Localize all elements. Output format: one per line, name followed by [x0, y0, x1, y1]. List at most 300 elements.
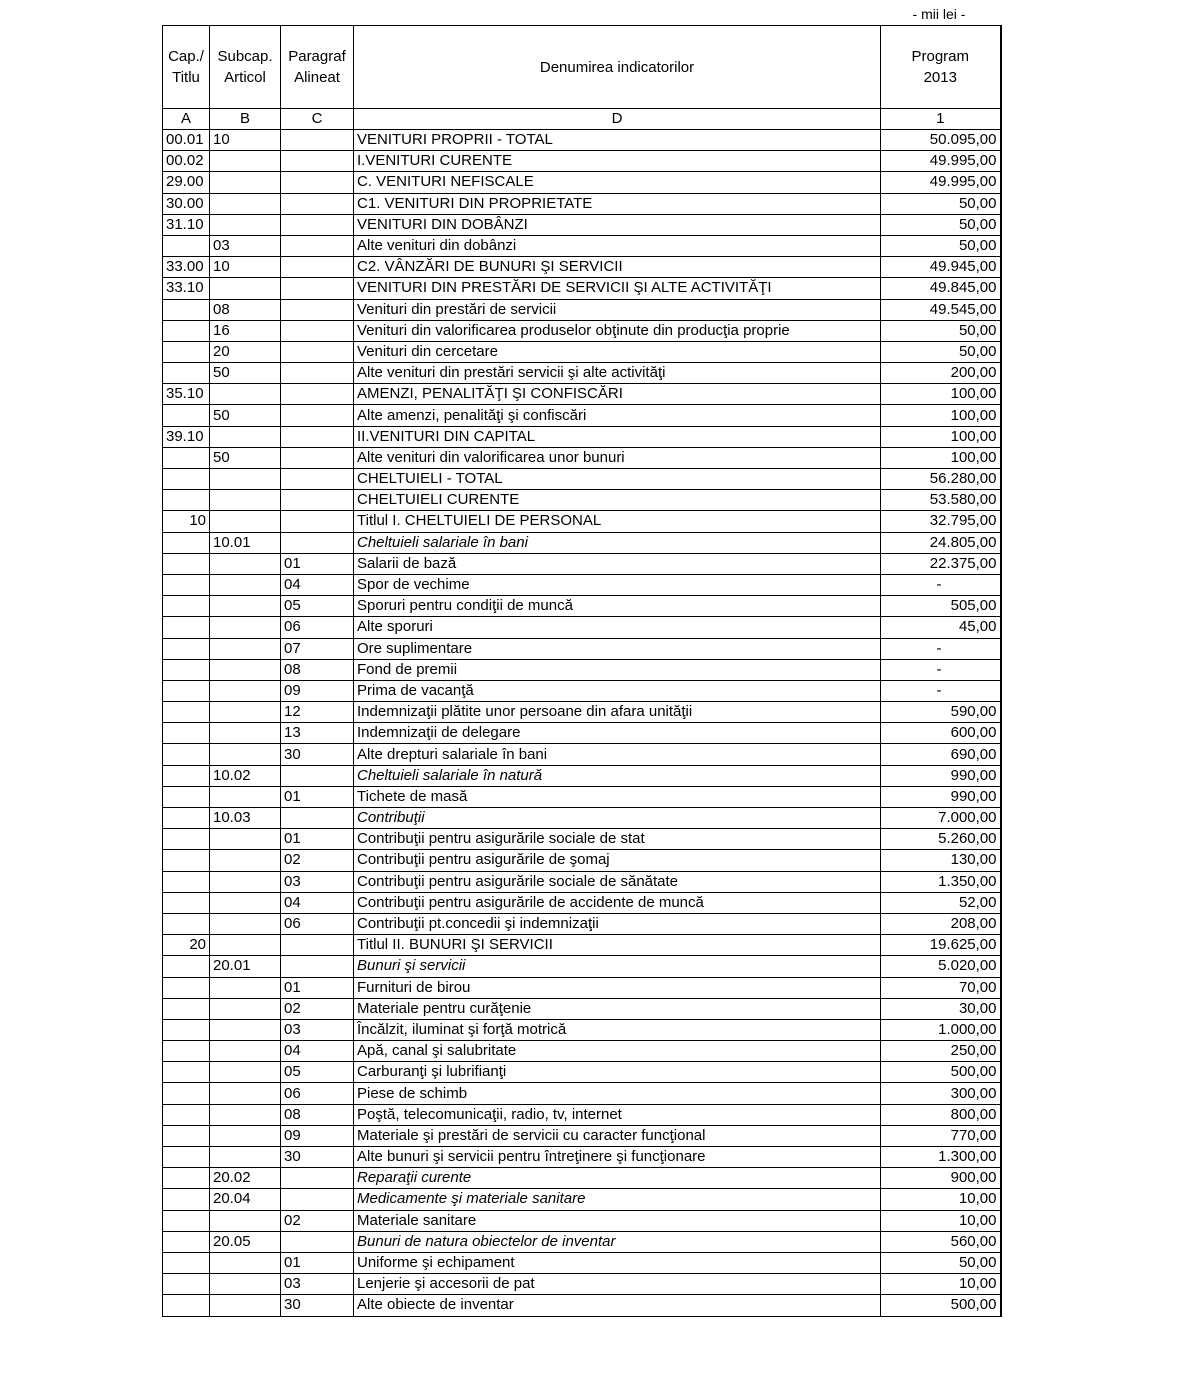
header-paragraf-alineat: Paragraf Alineat: [281, 26, 354, 109]
cell-program-value: 50,00: [881, 320, 1001, 341]
cell-subcap-articol: 10.02: [210, 765, 281, 786]
cell-subcap-articol: [210, 680, 281, 701]
cell-paragraf-alineat: 04: [281, 1041, 354, 1062]
cell-cap-titlu: [163, 235, 210, 256]
cell-cap-titlu: [163, 1041, 210, 1062]
cell-subcap-articol: [210, 214, 281, 235]
cell-cap-titlu: [163, 871, 210, 892]
cell-cap-titlu: [163, 447, 210, 468]
cell-paragraf-alineat: [281, 235, 354, 256]
cell-subcap-articol: 16: [210, 320, 281, 341]
cell-cap-titlu: [163, 469, 210, 490]
table-row: [163, 956, 1001, 977]
table-row: [163, 1231, 1001, 1252]
cell-paragraf-alineat: 08: [281, 1104, 354, 1125]
table-row: [163, 1104, 1001, 1125]
cell-program-value: 50,00: [881, 1252, 1001, 1273]
cell-paragraf-alineat: [281, 257, 354, 278]
cell-denumire: Titlul II. BUNURI ŞI SERVICII: [354, 935, 881, 956]
table-row: [163, 913, 1001, 934]
cell-paragraf-alineat: [281, 1231, 354, 1252]
cell-cap-titlu: 00.01: [163, 130, 210, 151]
cell-denumire: C. VENITURI NEFISCALE: [354, 172, 881, 193]
cell-subcap-articol: [210, 1125, 281, 1146]
cell-cap-titlu: [163, 765, 210, 786]
cell-paragraf-alineat: 06: [281, 913, 354, 934]
cell-subcap-articol: [210, 1295, 281, 1316]
cell-subcap-articol: [210, 892, 281, 913]
cell-cap-titlu: [163, 363, 210, 384]
cell-program-value: 770,00: [881, 1125, 1001, 1146]
cell-subcap-articol: [210, 723, 281, 744]
cell-denumire: Materiale şi prestări de servicii cu caracter funcţional: [354, 1125, 881, 1146]
table-row: [163, 659, 1001, 680]
cell-cap-titlu: [163, 574, 210, 595]
cell-cap-titlu: 29.00: [163, 172, 210, 193]
cell-subcap-articol: [210, 511, 281, 532]
cell-cap-titlu: [163, 405, 210, 426]
cell-cap-titlu: [163, 1147, 210, 1168]
table-row: [163, 786, 1001, 807]
cell-program-value: 5.020,00: [881, 956, 1001, 977]
cell-paragraf-alineat: 01: [281, 553, 354, 574]
cell-cap-titlu: [163, 341, 210, 362]
cell-cap-titlu: [163, 1295, 210, 1316]
table-row: [163, 469, 1001, 490]
cell-paragraf-alineat: 04: [281, 892, 354, 913]
table-row: [163, 680, 1001, 701]
cell-subcap-articol: [210, 659, 281, 680]
cell-program-value: 52,00: [881, 892, 1001, 913]
cell-denumire: Alte drepturi salariale în bani: [354, 744, 881, 765]
cell-subcap-articol: [210, 1147, 281, 1168]
table-row: [163, 363, 1001, 384]
cell-program-value: 49.995,00: [881, 172, 1001, 193]
table-row: [163, 193, 1001, 214]
cell-subcap-articol: [210, 617, 281, 638]
cell-paragraf-alineat: 01: [281, 786, 354, 807]
table-row: [163, 998, 1001, 1019]
table-row: [163, 1189, 1001, 1210]
cell-program-value: 1.300,00: [881, 1147, 1001, 1168]
cell-subcap-articol: [210, 1062, 281, 1083]
table-row: [163, 278, 1001, 299]
cell-program-value: 10,00: [881, 1189, 1001, 1210]
table-row: [163, 235, 1001, 256]
cell-subcap-articol: 20: [210, 341, 281, 362]
cell-program-value: 690,00: [881, 744, 1001, 765]
table-row: [163, 447, 1001, 468]
cell-denumire: Alte amenzi, penalităţi şi confiscări: [354, 405, 881, 426]
cell-paragraf-alineat: [281, 320, 354, 341]
cell-cap-titlu: [163, 553, 210, 574]
cell-program-value: -: [881, 659, 1001, 680]
table-row: [163, 341, 1001, 362]
cell-denumire: Contribuţii: [354, 808, 881, 829]
cell-program-value: 24.805,00: [881, 532, 1001, 553]
table-row: [163, 1125, 1001, 1146]
cell-cap-titlu: [163, 532, 210, 553]
cell-subcap-articol: [210, 574, 281, 595]
col-letter-b: B: [210, 109, 281, 130]
cell-program-value: 53.580,00: [881, 490, 1001, 511]
cell-cap-titlu: [163, 1189, 210, 1210]
table-row: [163, 892, 1001, 913]
header-cap-titlu: Cap./ Titlu: [163, 26, 210, 109]
cell-denumire: Bunuri de natura obiectelor de inventar: [354, 1231, 881, 1252]
table-row: [163, 532, 1001, 553]
cell-cap-titlu: [163, 1210, 210, 1231]
cell-program-value: 45,00: [881, 617, 1001, 638]
cell-cap-titlu: [163, 892, 210, 913]
cell-cap-titlu: [163, 1274, 210, 1295]
table-row: [163, 829, 1001, 850]
cell-denumire: Medicamente şi materiale sanitare: [354, 1189, 881, 1210]
table-row: [163, 596, 1001, 617]
table-row: [163, 257, 1001, 278]
cell-program-value: 49.995,00: [881, 151, 1001, 172]
cell-paragraf-alineat: 30: [281, 1295, 354, 1316]
cell-cap-titlu: 00.02: [163, 151, 210, 172]
cell-cap-titlu: [163, 829, 210, 850]
cell-denumire: Indemnizaţii de delegare: [354, 723, 881, 744]
cell-paragraf-alineat: [281, 151, 354, 172]
header-program: Program 2013: [881, 26, 1001, 109]
cell-paragraf-alineat: [281, 808, 354, 829]
cell-program-value: 22.375,00: [881, 553, 1001, 574]
cell-denumire: Salarii de bază: [354, 553, 881, 574]
cell-subcap-articol: [210, 1274, 281, 1295]
cell-denumire: Venituri din valorificarea produselor obţinute din producţia proprie: [354, 320, 881, 341]
cell-denumire: C1. VENITURI DIN PROPRIETATE: [354, 193, 881, 214]
cell-cap-titlu: 33.00: [163, 257, 210, 278]
table-row: [163, 1210, 1001, 1231]
cell-cap-titlu: [163, 808, 210, 829]
cell-cap-titlu: 10: [163, 511, 210, 532]
cell-subcap-articol: [210, 384, 281, 405]
cell-denumire: Titlul I. CHELTUIELI DE PERSONAL: [354, 511, 881, 532]
cell-program-value: 200,00: [881, 363, 1001, 384]
cell-subcap-articol: [210, 426, 281, 447]
table-row: [163, 977, 1001, 998]
cell-subcap-articol: [210, 1041, 281, 1062]
cell-subcap-articol: [210, 913, 281, 934]
cell-denumire: CHELTUIELI CURENTE: [354, 490, 881, 511]
table-row: [163, 617, 1001, 638]
cell-program-value: 500,00: [881, 1295, 1001, 1316]
table-header: [163, 26, 1001, 130]
table-row: [163, 426, 1001, 447]
cell-subcap-articol: [210, 1104, 281, 1125]
cell-cap-titlu: [163, 320, 210, 341]
cell-paragraf-alineat: 08: [281, 659, 354, 680]
budget-table: [162, 25, 1002, 1317]
table-row: [163, 1083, 1001, 1104]
cell-subcap-articol: 50: [210, 405, 281, 426]
column-letter-row: [163, 109, 1001, 130]
cell-denumire: Încălzit, iluminat şi forţă motrică: [354, 1019, 881, 1040]
cell-paragraf-alineat: 01: [281, 1252, 354, 1273]
cell-denumire: Alte obiecte de inventar: [354, 1295, 881, 1316]
cell-denumire: Ore suplimentare: [354, 638, 881, 659]
cell-cap-titlu: [163, 680, 210, 701]
cell-paragraf-alineat: 07: [281, 638, 354, 659]
cell-denumire: C2. VÂNZĂRI DE BUNURI ŞI SERVICII: [354, 257, 881, 278]
cell-subcap-articol: [210, 1210, 281, 1231]
cell-denumire: Furnituri de birou: [354, 977, 881, 998]
cell-program-value: 100,00: [881, 426, 1001, 447]
cell-subcap-articol: 10: [210, 257, 281, 278]
cell-paragraf-alineat: [281, 765, 354, 786]
cell-program-value: 19.625,00: [881, 935, 1001, 956]
cell-paragraf-alineat: 03: [281, 1274, 354, 1295]
cell-subcap-articol: [210, 977, 281, 998]
cell-subcap-articol: 50: [210, 363, 281, 384]
cell-program-value: 50.095,00: [881, 130, 1001, 151]
cell-cap-titlu: [163, 723, 210, 744]
cell-paragraf-alineat: [281, 130, 354, 151]
cell-paragraf-alineat: [281, 935, 354, 956]
table-row: [163, 1252, 1001, 1273]
cell-denumire: Apă, canal şi salubritate: [354, 1041, 881, 1062]
cell-subcap-articol: 50: [210, 447, 281, 468]
cell-subcap-articol: [210, 596, 281, 617]
cell-program-value: -: [881, 638, 1001, 659]
cell-paragraf-alineat: [281, 532, 354, 553]
cell-denumire: Alte venituri din prestări servicii şi alte activităţi: [354, 363, 881, 384]
cell-cap-titlu: [163, 596, 210, 617]
cell-cap-titlu: 30.00: [163, 193, 210, 214]
cell-program-value: 49.545,00: [881, 299, 1001, 320]
cell-paragraf-alineat: 13: [281, 723, 354, 744]
cell-program-value: 7.000,00: [881, 808, 1001, 829]
cell-cap-titlu: [163, 659, 210, 680]
cell-denumire: VENITURI DIN PRESTĂRI DE SERVICII ŞI ALTE ACTIVITĂŢI: [354, 278, 881, 299]
cell-subcap-articol: [210, 1083, 281, 1104]
cell-program-value: 208,00: [881, 913, 1001, 934]
cell-denumire: CHELTUIELI - TOTAL: [354, 469, 881, 490]
cell-cap-titlu: [163, 956, 210, 977]
cell-program-value: 500,00: [881, 1062, 1001, 1083]
cell-subcap-articol: [210, 850, 281, 871]
cell-denumire: Materiale sanitare: [354, 1210, 881, 1231]
table-row: [163, 935, 1001, 956]
cell-paragraf-alineat: 06: [281, 617, 354, 638]
cell-subcap-articol: [210, 1252, 281, 1273]
cell-program-value: 50,00: [881, 341, 1001, 362]
cell-denumire: Cheltuieli salariale în natură: [354, 765, 881, 786]
cell-subcap-articol: [210, 151, 281, 172]
cell-paragraf-alineat: 02: [281, 998, 354, 1019]
cell-denumire: Alte bunuri şi servicii pentru întreţinere şi funcţionare: [354, 1147, 881, 1168]
cell-paragraf-alineat: [281, 299, 354, 320]
header-row: [163, 26, 1001, 109]
cell-paragraf-alineat: [281, 214, 354, 235]
table-row: [163, 744, 1001, 765]
table-row: [163, 1274, 1001, 1295]
cell-subcap-articol: [210, 193, 281, 214]
table-row: [163, 1295, 1001, 1316]
table-row: [163, 702, 1001, 723]
cell-paragraf-alineat: [281, 405, 354, 426]
cell-subcap-articol: [210, 553, 281, 574]
table-row: [163, 723, 1001, 744]
cell-program-value: 32.795,00: [881, 511, 1001, 532]
cell-cap-titlu: [163, 1231, 210, 1252]
cell-cap-titlu: [163, 299, 210, 320]
cell-denumire: Sporuri pentru condiţii de muncă: [354, 596, 881, 617]
cell-subcap-articol: [210, 786, 281, 807]
cell-cap-titlu: [163, 1168, 210, 1189]
cell-cap-titlu: [163, 1019, 210, 1040]
cell-paragraf-alineat: [281, 193, 354, 214]
cell-paragraf-alineat: [281, 1168, 354, 1189]
table-row: [163, 553, 1001, 574]
cell-denumire: VENITURI PROPRII - TOTAL: [354, 130, 881, 151]
cell-denumire: Uniforme şi echipament: [354, 1252, 881, 1273]
cell-program-value: 800,00: [881, 1104, 1001, 1125]
table-row: [163, 490, 1001, 511]
cell-paragraf-alineat: [281, 469, 354, 490]
cell-subcap-articol: [210, 702, 281, 723]
cell-subcap-articol: [210, 998, 281, 1019]
cell-subcap-articol: [210, 829, 281, 850]
cell-denumire: Fond de premii: [354, 659, 881, 680]
cell-program-value: 50,00: [881, 214, 1001, 235]
cell-denumire: Contribuţii pentru asigurările de accidente de muncă: [354, 892, 881, 913]
cell-paragraf-alineat: 09: [281, 680, 354, 701]
cell-denumire: Venituri din prestări de servicii: [354, 299, 881, 320]
table-row: [163, 638, 1001, 659]
table-row: [163, 151, 1001, 172]
cell-program-value: 560,00: [881, 1231, 1001, 1252]
cell-subcap-articol: [210, 638, 281, 659]
cell-paragraf-alineat: 09: [281, 1125, 354, 1146]
cell-program-value: 1.000,00: [881, 1019, 1001, 1040]
cell-subcap-articol: 10: [210, 130, 281, 151]
cell-subcap-articol: [210, 490, 281, 511]
cell-subcap-articol: 10.03: [210, 808, 281, 829]
cell-denumire: Spor de vechime: [354, 574, 881, 595]
cell-subcap-articol: [210, 172, 281, 193]
table-row: [163, 1019, 1001, 1040]
cell-program-value: 70,00: [881, 977, 1001, 998]
cell-program-value: 300,00: [881, 1083, 1001, 1104]
table-body: [163, 130, 1001, 1317]
cell-denumire: II.VENITURI DIN CAPITAL: [354, 426, 881, 447]
cell-program-value: 10,00: [881, 1274, 1001, 1295]
cell-paragraf-alineat: 04: [281, 574, 354, 595]
cell-cap-titlu: 31.10: [163, 214, 210, 235]
col-letter-a: A: [163, 109, 210, 130]
cell-cap-titlu: [163, 913, 210, 934]
cell-program-value: 100,00: [881, 384, 1001, 405]
cell-subcap-articol: 20.01: [210, 956, 281, 977]
cell-program-value: -: [881, 680, 1001, 701]
cell-program-value: 49.945,00: [881, 257, 1001, 278]
table-row: [163, 1062, 1001, 1083]
cell-paragraf-alineat: [281, 490, 354, 511]
cell-program-value: 505,00: [881, 596, 1001, 617]
col-letter-1: 1: [881, 109, 1001, 130]
cell-cap-titlu: 39.10: [163, 426, 210, 447]
cell-paragraf-alineat: 02: [281, 1210, 354, 1231]
cell-paragraf-alineat: 12: [281, 702, 354, 723]
cell-cap-titlu: [163, 1062, 210, 1083]
cell-paragraf-alineat: [281, 172, 354, 193]
table-row: [163, 1168, 1001, 1189]
cell-program-value: 10,00: [881, 1210, 1001, 1231]
cell-program-value: 50,00: [881, 193, 1001, 214]
cell-paragraf-alineat: [281, 511, 354, 532]
cell-cap-titlu: [163, 744, 210, 765]
col-letter-c: C: [281, 109, 354, 130]
cell-paragraf-alineat: [281, 278, 354, 299]
cell-denumire: Prima de vacanţă: [354, 680, 881, 701]
cell-paragraf-alineat: [281, 1189, 354, 1210]
cell-cap-titlu: [163, 617, 210, 638]
cell-denumire: Alte sporuri: [354, 617, 881, 638]
cell-denumire: Tichete de masă: [354, 786, 881, 807]
cell-denumire: AMENZI, PENALITĂŢI ŞI CONFISCĂRI: [354, 384, 881, 405]
cell-paragraf-alineat: 01: [281, 829, 354, 850]
cell-paragraf-alineat: 03: [281, 1019, 354, 1040]
cell-program-value: 56.280,00: [881, 469, 1001, 490]
cell-program-value: 250,00: [881, 1041, 1001, 1062]
cell-paragraf-alineat: 05: [281, 1062, 354, 1083]
cell-denumire: I.VENITURI CURENTE: [354, 151, 881, 172]
table-row: [163, 320, 1001, 341]
cell-program-value: 100,00: [881, 405, 1001, 426]
cell-program-value: 50,00: [881, 235, 1001, 256]
table-row: [163, 808, 1001, 829]
cell-denumire: Contribuţii pentru asigurările sociale de sănătate: [354, 871, 881, 892]
cell-subcap-articol: [210, 871, 281, 892]
col-letter-d: D: [354, 109, 881, 130]
table-row: [163, 1041, 1001, 1062]
cell-cap-titlu: [163, 998, 210, 1019]
table-row: [163, 871, 1001, 892]
cell-cap-titlu: 35.10: [163, 384, 210, 405]
cell-paragraf-alineat: [281, 363, 354, 384]
cell-paragraf-alineat: [281, 447, 354, 468]
cell-paragraf-alineat: 30: [281, 744, 354, 765]
table-row: [163, 765, 1001, 786]
cell-program-value: 100,00: [881, 447, 1001, 468]
table-row: [163, 384, 1001, 405]
cell-denumire: Cheltuieli salariale în bani: [354, 532, 881, 553]
cell-cap-titlu: [163, 1252, 210, 1273]
cell-paragraf-alineat: [281, 956, 354, 977]
table-row: [163, 299, 1001, 320]
cell-subcap-articol: 03: [210, 235, 281, 256]
cell-cap-titlu: [163, 850, 210, 871]
header-denumirea: Denumirea indicatorilor: [354, 26, 881, 109]
cell-program-value: 5.260,00: [881, 829, 1001, 850]
cell-denumire: VENITURI DIN DOBÂNZI: [354, 214, 881, 235]
cell-paragraf-alineat: 02: [281, 850, 354, 871]
cell-program-value: -: [881, 574, 1001, 595]
cell-denumire: Lenjerie şi accesorii de pat: [354, 1274, 881, 1295]
cell-denumire: Contribuţii pentru asigurările de şomaj: [354, 850, 881, 871]
cell-denumire: Carburanţi şi lubrifianţi: [354, 1062, 881, 1083]
cell-cap-titlu: [163, 1125, 210, 1146]
cell-denumire: Bunuri şi servicii: [354, 956, 881, 977]
cell-denumire: Venituri din cercetare: [354, 341, 881, 362]
cell-paragraf-alineat: [281, 426, 354, 447]
cell-subcap-articol: 08: [210, 299, 281, 320]
cell-cap-titlu: [163, 1104, 210, 1125]
